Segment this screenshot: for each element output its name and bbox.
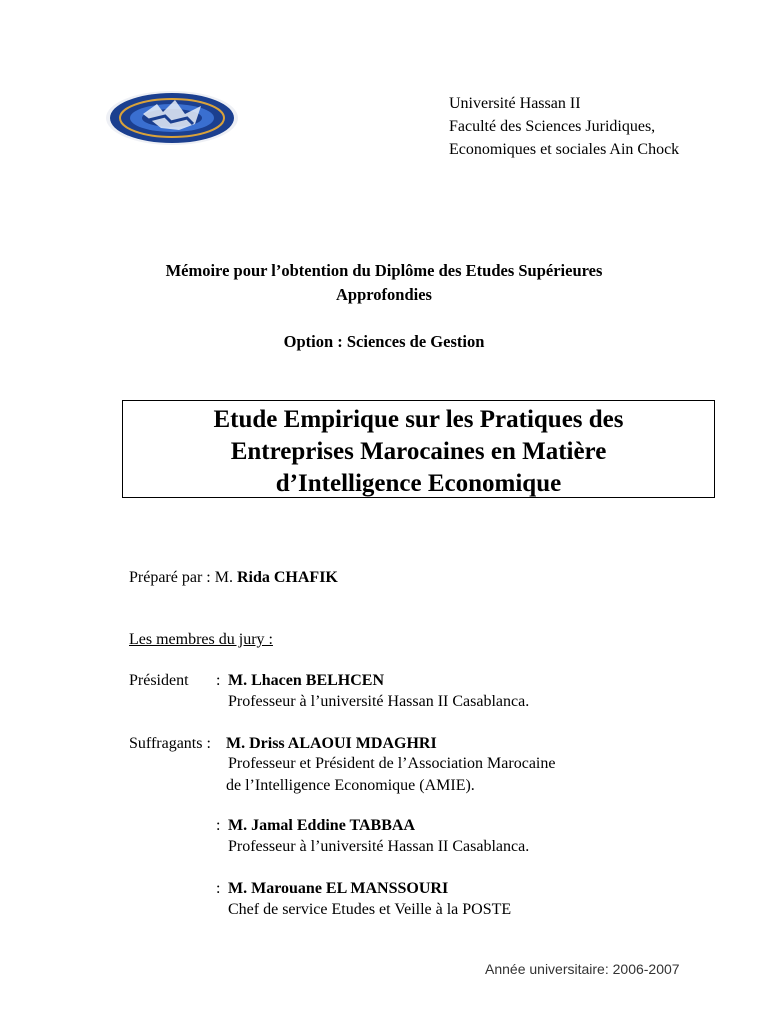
member3-name: M. Marouane EL MANSSOURI	[228, 880, 449, 897]
university-name: Université Hassan II	[449, 95, 581, 112]
prepared-by	[129, 568, 338, 588]
president-name: M. Lhacen BELHCEN	[228, 672, 385, 689]
suffragants-role: Suffragants :	[129, 735, 211, 752]
university-header	[449, 92, 679, 161]
thesis-title-line1: Etude Empirique sur les Pratiques des	[213, 406, 624, 433]
memoire-line2: Approfondies	[336, 285, 432, 304]
faculty-logo	[105, 90, 239, 146]
president-colon: :	[216, 672, 221, 689]
thesis-title-box	[122, 400, 715, 498]
member3-colon: :	[216, 880, 221, 897]
member2-colon: :	[216, 817, 221, 834]
memoire-line1: Mémoire pour l’obtention du Diplôme des Etudes Supérieures	[165, 261, 603, 280]
member2-description: Professeur à l’université Hassan II Casablanca.	[228, 838, 530, 855]
thesis-title-line3: d’Intelligence Economique	[275, 470, 562, 497]
member1-description-line1: Professeur et Président de l’Association Marocaine	[228, 755, 556, 772]
member1-description-line2: de l’Intelligence Economique (AMIE).	[226, 777, 475, 794]
faculty-name-line2: Economiques et sociales Ain Chock	[449, 141, 680, 158]
option-line: Option : Sciences de Gestion	[283, 332, 485, 351]
thesis-title-line2: Entreprises Marocaines en Matière	[230, 438, 607, 465]
author-name: Rida CHAFIK	[236, 569, 338, 586]
jury-label: Les membres du jury :	[129, 631, 273, 648]
member3-description: Chef de service Etudes et Veille à la POSTE	[228, 901, 512, 918]
member1-name: M. Driss ALAOUI MDAGHRI	[226, 735, 437, 752]
president-role: Président	[129, 672, 189, 689]
member2-name: M. Jamal Eddine TABBAA	[228, 817, 415, 834]
president-description: Professeur à l’université Hassan II Casablanca.	[228, 693, 530, 710]
prepared-by-label: Préparé par : M.	[129, 569, 237, 586]
faculty-seal-icon	[105, 90, 239, 146]
faculty-name-line1: Faculté des Sciences Juridiques,	[449, 118, 656, 135]
academic-year: Année universitaire: 2006-2007	[485, 961, 680, 977]
